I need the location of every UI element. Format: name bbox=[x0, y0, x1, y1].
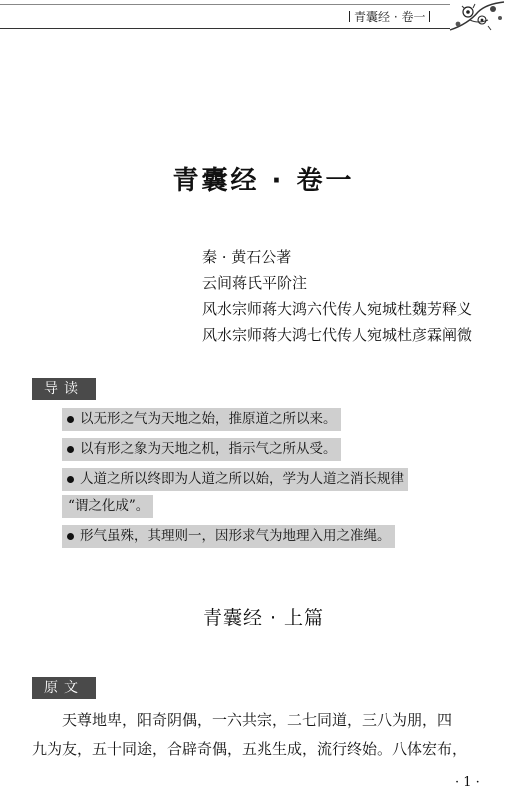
bullet-icon bbox=[67, 416, 74, 423]
section-heading: 青囊经 · 上篇 bbox=[202, 607, 325, 629]
flower-ornament-icon bbox=[448, 0, 508, 34]
guide-item bbox=[62, 408, 492, 431]
author-list bbox=[202, 244, 472, 348]
author-line: 风水宗师蒋大鸿六代传人宛城杜魏芳释义 bbox=[202, 300, 473, 318]
running-head-bar-left bbox=[349, 11, 350, 22]
running-head-bar-right bbox=[429, 11, 430, 22]
author-line: 云间蒋氏平阶注 bbox=[202, 274, 308, 292]
guide-item-text: 以有形之象为天地之机，指示气之所从受。 bbox=[62, 438, 341, 461]
guide-item-text: 以无形之气为天地之始，推原道之所以来。 bbox=[62, 408, 341, 431]
guide-item-text: 人道之所以终即为人道之所以始，学为人道之消长规律 bbox=[62, 468, 408, 491]
guide-item bbox=[62, 468, 492, 518]
guide-item-text: 形气虽殊，其理则一，因形求气为地理入用之准绳。 bbox=[62, 525, 395, 548]
guide-label: 导读 bbox=[32, 378, 96, 400]
guide-list bbox=[62, 408, 492, 555]
original-text bbox=[32, 706, 494, 764]
bullet-icon bbox=[67, 446, 74, 453]
author-line: 风水宗师蒋大鸿七代传人宛城杜彦霖阐微 bbox=[202, 326, 473, 344]
running-head-text: 青囊经 · 卷一 bbox=[354, 10, 426, 24]
guide-item-text-continued: “谓之化成”。 bbox=[62, 495, 153, 518]
guide-item bbox=[62, 438, 492, 461]
original-text-line: 天尊地卑，阳奇阴偶，一六共宗，二七同道，三八为朋，四 bbox=[62, 711, 453, 729]
original-text-label: 原文 bbox=[32, 677, 96, 699]
chapter-title: 青囊经 · 卷一 bbox=[172, 166, 355, 196]
guide-item bbox=[62, 525, 492, 548]
author-line: 秦 · 黄石公著 bbox=[202, 248, 292, 266]
page-number: · 1 · bbox=[455, 775, 480, 790]
header-bottom-rule bbox=[0, 28, 450, 29]
original-text-line: 九为友，五十同途，合辟奇偶，五兆生成，流行终始。八体宏布， bbox=[32, 740, 468, 758]
running-head bbox=[345, 8, 434, 25]
bullet-icon bbox=[67, 476, 74, 483]
bullet-icon bbox=[67, 533, 74, 540]
header-top-rule bbox=[0, 4, 450, 5]
